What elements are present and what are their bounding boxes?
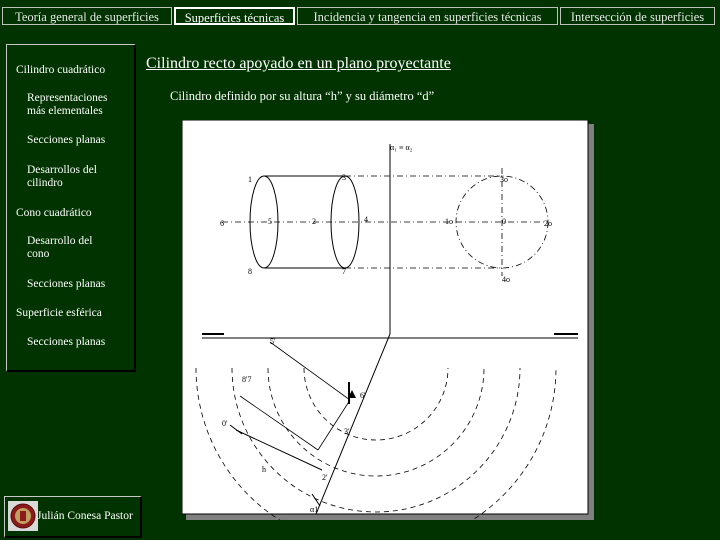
point-label: 1o (445, 217, 453, 226)
sidebar-item-secciones-cono[interactable]: Secciones planas (27, 278, 106, 290)
point-label: 3o (500, 175, 508, 184)
point-label: 0 (502, 217, 506, 226)
point-label: 6' (360, 391, 366, 400)
point-label: 2 (312, 217, 316, 226)
point-label: 8'7 (242, 375, 252, 384)
plane-label: α₁ ≡ α₂ (390, 143, 413, 152)
page-title: Cilindro recto apoyado en un plano proyectante (146, 55, 451, 72)
sidebar-item-cilindro[interactable]: Cilindro cuadrático (16, 64, 106, 76)
tab-teoria-general[interactable]: Teoría general de superficies (2, 7, 172, 25)
point-label: 6 (220, 219, 224, 228)
author-name: Julián Conesa Pastor (37, 510, 133, 522)
author-box (4, 496, 142, 538)
sidebar-item-desarrollos-cilindro[interactable]: Desarrollos del cilindro (27, 164, 97, 189)
tab-superficies-tecnicas[interactable]: Superficies técnicas (174, 7, 295, 25)
point-label: 5 (268, 217, 272, 226)
point-label: 0' (222, 419, 228, 428)
cylinder-drawing (182, 120, 594, 520)
page-subtitle: Cilindro definido por su altura “h” y su diámetro “d” (170, 89, 435, 103)
point-label: 4o (502, 275, 510, 284)
point-label: 2o (544, 219, 552, 228)
sidebar-item-secciones-cilindro[interactable]: Secciones planas (27, 134, 106, 146)
point-label: 4 (364, 215, 368, 224)
university-seal-icon (8, 501, 38, 531)
sidebar-item-desarrollo-cono[interactable]: Desarrollo del cono (27, 235, 93, 260)
point-label: 3 (342, 173, 346, 182)
point-label: 3' (344, 427, 350, 436)
point-label: 5' (270, 337, 276, 346)
tab-bar (0, 0, 720, 28)
plane-label: α1 (310, 505, 319, 514)
tab-interseccion[interactable]: Intersección de superficies (560, 7, 715, 25)
point-label: 8 (248, 267, 252, 276)
sidebar-item-cono[interactable]: Cono cuadrático (16, 207, 92, 219)
tab-incidencia-tangencia[interactable]: Incidencia y tangencia en superficies técnicas (297, 7, 558, 25)
sidebar-item-esferica[interactable]: Superficie esférica (16, 307, 102, 319)
dimension-label: h (262, 465, 266, 474)
point-label: 7 (342, 267, 346, 276)
sidebar-item-representaciones[interactable]: Representaciones más elementales (27, 92, 108, 117)
sidebar-item-secciones-esfera[interactable]: Secciones planas (27, 336, 106, 348)
point-label: 1 (248, 175, 252, 184)
point-label: 2' (322, 473, 328, 482)
